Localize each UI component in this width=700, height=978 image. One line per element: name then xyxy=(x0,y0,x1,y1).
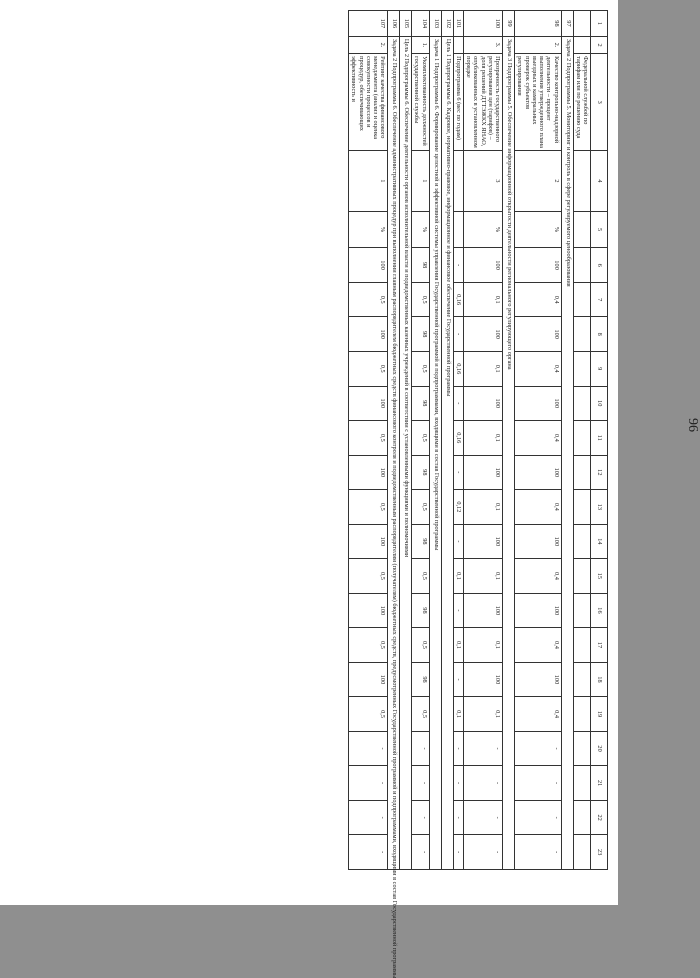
table-cell: 3. xyxy=(463,36,502,53)
table-cell: 98 xyxy=(412,248,429,283)
table-cell: 0,4 xyxy=(515,351,561,386)
table-cell: 100 xyxy=(515,593,561,628)
table-cell: - xyxy=(515,766,561,801)
header-cell: 15 xyxy=(591,559,608,594)
table-cell xyxy=(573,351,590,386)
table-cell: 0,5 xyxy=(349,282,388,317)
table-cell: 100 xyxy=(349,386,388,421)
header-row xyxy=(591,11,608,870)
table-cell: - xyxy=(412,731,429,766)
table-cell: % xyxy=(412,211,429,248)
table-cell: Укомплектованность должностей государственной службы xyxy=(412,54,429,151)
header-cell: 19 xyxy=(591,697,608,732)
header-cell: 20 xyxy=(591,731,608,766)
table-cell xyxy=(573,766,590,801)
table-cell xyxy=(573,524,590,559)
table-cell xyxy=(573,662,590,697)
table-cell xyxy=(573,800,590,835)
table-cell: 100 xyxy=(515,455,561,490)
table-cell: - xyxy=(453,800,463,835)
table-cell: 0,5 xyxy=(349,697,388,732)
table-cell: 98 xyxy=(412,662,429,697)
table-cell: - xyxy=(453,662,463,697)
table-cell: 0,1 xyxy=(463,697,502,732)
table-cell: 0,1 xyxy=(453,559,463,594)
header-cell: 4 xyxy=(591,151,608,211)
header-cell: 7 xyxy=(591,282,608,317)
indicators-table xyxy=(348,10,608,978)
table-cell: 102 xyxy=(441,11,453,37)
table-cell: 98 xyxy=(412,524,429,559)
table-cell: 98 xyxy=(412,317,429,352)
table-row xyxy=(573,11,590,870)
header-cell: 16 xyxy=(591,593,608,628)
table-cell: 100 xyxy=(463,662,502,697)
table-cell: 0,4 xyxy=(515,282,561,317)
table-cell: - xyxy=(515,835,561,870)
table-cell: 2. xyxy=(349,36,388,53)
table-cell: 0,4 xyxy=(515,490,561,525)
table-cell: 3 xyxy=(463,151,502,211)
table-cell: 0,5 xyxy=(412,628,429,663)
table-cell: - xyxy=(349,766,388,801)
table-cell: 0,1 xyxy=(453,697,463,732)
table-cell: 100 xyxy=(515,317,561,352)
table-cell: 100 xyxy=(349,524,388,559)
table-cell: 0,5 xyxy=(412,351,429,386)
table-cell: 100 xyxy=(463,248,502,283)
table-row xyxy=(388,11,400,870)
table-cell xyxy=(573,317,590,352)
table-cell: 100 xyxy=(463,455,502,490)
header-cell: 9 xyxy=(591,351,608,386)
table-cell: 104 xyxy=(412,11,429,37)
table-cell: 98 xyxy=(412,593,429,628)
table-row xyxy=(429,11,441,870)
header-cell: 1 xyxy=(591,11,608,37)
table-cell: Рейтинг качества финансового менеджмента (анализ и оценка совокупности процессов и процедур, обеспечивающих эффективность и xyxy=(349,54,388,151)
table-cell: 97 xyxy=(561,11,573,37)
table-cell: 100 xyxy=(515,524,561,559)
table-cell: 98 xyxy=(412,455,429,490)
table-cell: 100 xyxy=(515,386,561,421)
table-cell: 0,16 xyxy=(453,351,463,386)
table-cell: - xyxy=(453,248,463,283)
table-cell xyxy=(573,151,590,211)
table-row xyxy=(441,11,453,870)
table-cell: 0,4 xyxy=(515,628,561,663)
table-cell: 0,5 xyxy=(412,282,429,317)
table-cell: % xyxy=(349,211,388,248)
table-cell xyxy=(573,559,590,594)
table-row xyxy=(412,11,429,870)
table-cell: 1. xyxy=(412,36,429,53)
table-cell: 0,12 xyxy=(453,490,463,525)
header-cell: 2 xyxy=(591,36,608,53)
table-cell: 1 xyxy=(412,151,429,211)
table-cell: - xyxy=(463,766,502,801)
table-cell: 0,5 xyxy=(349,421,388,456)
table-row xyxy=(349,11,388,870)
table-cell: 0,4 xyxy=(515,697,561,732)
table-cell: - xyxy=(349,731,388,766)
table-cell: - xyxy=(453,766,463,801)
table-cell xyxy=(573,697,590,732)
table-cell: 98 xyxy=(412,386,429,421)
header-cell: 22 xyxy=(591,800,608,835)
table-cell: - xyxy=(463,800,502,835)
table-cell: 100 xyxy=(515,248,561,283)
table-cell xyxy=(453,36,463,53)
header-cell: 11 xyxy=(591,421,608,456)
table-cell: - xyxy=(453,386,463,421)
header-cell: 13 xyxy=(591,490,608,525)
table-cell: 103 xyxy=(429,11,441,37)
table-row xyxy=(515,11,561,870)
header-cell: 12 xyxy=(591,455,608,490)
header-cell: 10 xyxy=(591,386,608,421)
section-heading: Задача 3 Подпрограммы 5. Обеспечение информационной открытости деятельности регионального регулирующего органа xyxy=(503,36,515,869)
table-cell: 98 xyxy=(515,11,561,37)
table-cell: - xyxy=(453,731,463,766)
table-cell: 100 xyxy=(463,593,502,628)
table-cell: Прозрачность государственного регулирования цен (тарифов) – доля решений ДТТЭЖКХ ЯНАО, опубликованных в установленном порядке xyxy=(463,54,502,151)
table-cell: 0,16 xyxy=(453,282,463,317)
table-cell: 0,5 xyxy=(412,421,429,456)
table-cell: 0,1 xyxy=(453,628,463,663)
table-cell: - xyxy=(463,731,502,766)
table-row xyxy=(453,11,463,870)
table-cell: 0,1 xyxy=(463,351,502,386)
table-cell xyxy=(573,593,590,628)
table-cell: - xyxy=(349,800,388,835)
table-row xyxy=(561,11,573,870)
table-cell: 105 xyxy=(400,11,412,37)
table-cell: 0,5 xyxy=(349,351,388,386)
table-cell xyxy=(573,386,590,421)
header-cell: 17 xyxy=(591,628,608,663)
table-cell: 100 xyxy=(463,386,502,421)
table-cell: 0,5 xyxy=(349,559,388,594)
table-row xyxy=(400,11,412,870)
table-cell: 101 xyxy=(453,11,463,37)
section-heading: Цель 1 Подпрограммы 6. Кадровое, нормативно-правовое, информационное и финансовое обеспечение Государственной программы xyxy=(441,36,453,869)
table-cell: Подпрограмма 6 (вес по годам) xyxy=(453,54,463,151)
table-cell: 0,5 xyxy=(412,697,429,732)
table-cell: 100 xyxy=(463,317,502,352)
header-cell: 23 xyxy=(591,835,608,870)
table-cell xyxy=(453,151,463,211)
table-cell xyxy=(573,11,590,37)
table-cell: 99 xyxy=(503,11,515,37)
section-heading: Задача 2 Подпрограммы 5. Мониторинг и контроль в сфере регулируемого ценообразования xyxy=(561,36,573,869)
header-cell: 18 xyxy=(591,662,608,697)
table-cell: - xyxy=(463,835,502,870)
table-cell: - xyxy=(453,455,463,490)
table-cell: Качество контрольно-надзорной деятельности – процент выполнения утвержденного плана выездных и камеральных проверок субъектов регулирования xyxy=(515,54,561,151)
table-cell: - xyxy=(453,835,463,870)
table-cell: 0,4 xyxy=(515,559,561,594)
table-cell: 2. xyxy=(515,36,561,53)
page-number: 96 xyxy=(685,418,700,432)
table-cell: 100 xyxy=(349,248,388,283)
table-cell xyxy=(573,248,590,283)
table-cell: 0,1 xyxy=(463,282,502,317)
table-cell xyxy=(573,835,590,870)
table-cell: 100 xyxy=(463,524,502,559)
table-cell: - xyxy=(412,800,429,835)
table-cell: 100 xyxy=(349,455,388,490)
table-cell: 100 xyxy=(349,317,388,352)
table-cell: % xyxy=(463,211,502,248)
table-row xyxy=(463,11,502,870)
section-heading: Цель 2 Подпрограммы 6. Обеспечение деятельности органов исполнительной власти и подведомственных казенных учреждений в соответствии с установленными функциями и полномочиями xyxy=(400,36,412,869)
table-cell: 100 xyxy=(515,662,561,697)
table-cell: % xyxy=(515,211,561,248)
table-cell: 0,1 xyxy=(463,559,502,594)
table-row xyxy=(503,11,515,870)
table-cell: 107 xyxy=(349,11,388,37)
header-cell: 21 xyxy=(591,766,608,801)
table-cell: 0,16 xyxy=(453,421,463,456)
table-cell: 0,4 xyxy=(515,421,561,456)
table-cell: - xyxy=(453,317,463,352)
table-cell xyxy=(573,628,590,663)
section-heading: Задача 1 Подпрограммы 6. Формирование целостной и эффективной системы управления Государственной программой и подпрограммами, входящими в состав Государственной программы xyxy=(429,36,441,869)
table-cell xyxy=(453,211,463,248)
header-cell: 3 xyxy=(591,54,608,151)
table-cell: 100 xyxy=(463,11,502,37)
table-cell xyxy=(573,211,590,248)
header-cell: 5 xyxy=(591,211,608,248)
table-cell: - xyxy=(515,800,561,835)
section-heading: Задача 2 Подпрограммы 6. Обеспечение административных процедур при выполнении главным распорядителем бюджетных средств финансового контроля и подведомственным распорядителям (получателям) бюджетных средств, предусмотренных Государственной программой и подпрограммами, входящими в состав Государственной программы xyxy=(388,36,400,869)
table-cell: 0,5 xyxy=(412,490,429,525)
table-cell xyxy=(573,36,590,53)
table-cell: 0,5 xyxy=(349,490,388,525)
table-cell: 1 xyxy=(349,151,388,211)
table-cell: 0,1 xyxy=(463,490,502,525)
rotated-content xyxy=(123,10,700,978)
table-cell: 0,5 xyxy=(349,628,388,663)
table-cell: 0,5 xyxy=(412,559,429,594)
table-cell: 2 xyxy=(515,151,561,211)
table-cell: - xyxy=(412,835,429,870)
table-cell: 100 xyxy=(349,662,388,697)
table-cell: - xyxy=(453,593,463,628)
table-cell: - xyxy=(515,731,561,766)
table-cell xyxy=(573,455,590,490)
table-cell: - xyxy=(349,835,388,870)
table-cell: - xyxy=(412,766,429,801)
table-cell: 100 xyxy=(349,593,388,628)
table-cell: - xyxy=(453,524,463,559)
table-cell xyxy=(573,421,590,456)
table-cell: 0,1 xyxy=(463,628,502,663)
header-cell: 14 xyxy=(591,524,608,559)
header-cell: 8 xyxy=(591,317,608,352)
table-cell: Федеральной службой по тарифам или по решению суда xyxy=(573,54,590,151)
table-cell xyxy=(573,490,590,525)
table-cell: 106 xyxy=(388,11,400,37)
header-cell: 6 xyxy=(591,248,608,283)
table-cell xyxy=(573,282,590,317)
table-cell xyxy=(573,731,590,766)
table-cell: 0,1 xyxy=(463,421,502,456)
